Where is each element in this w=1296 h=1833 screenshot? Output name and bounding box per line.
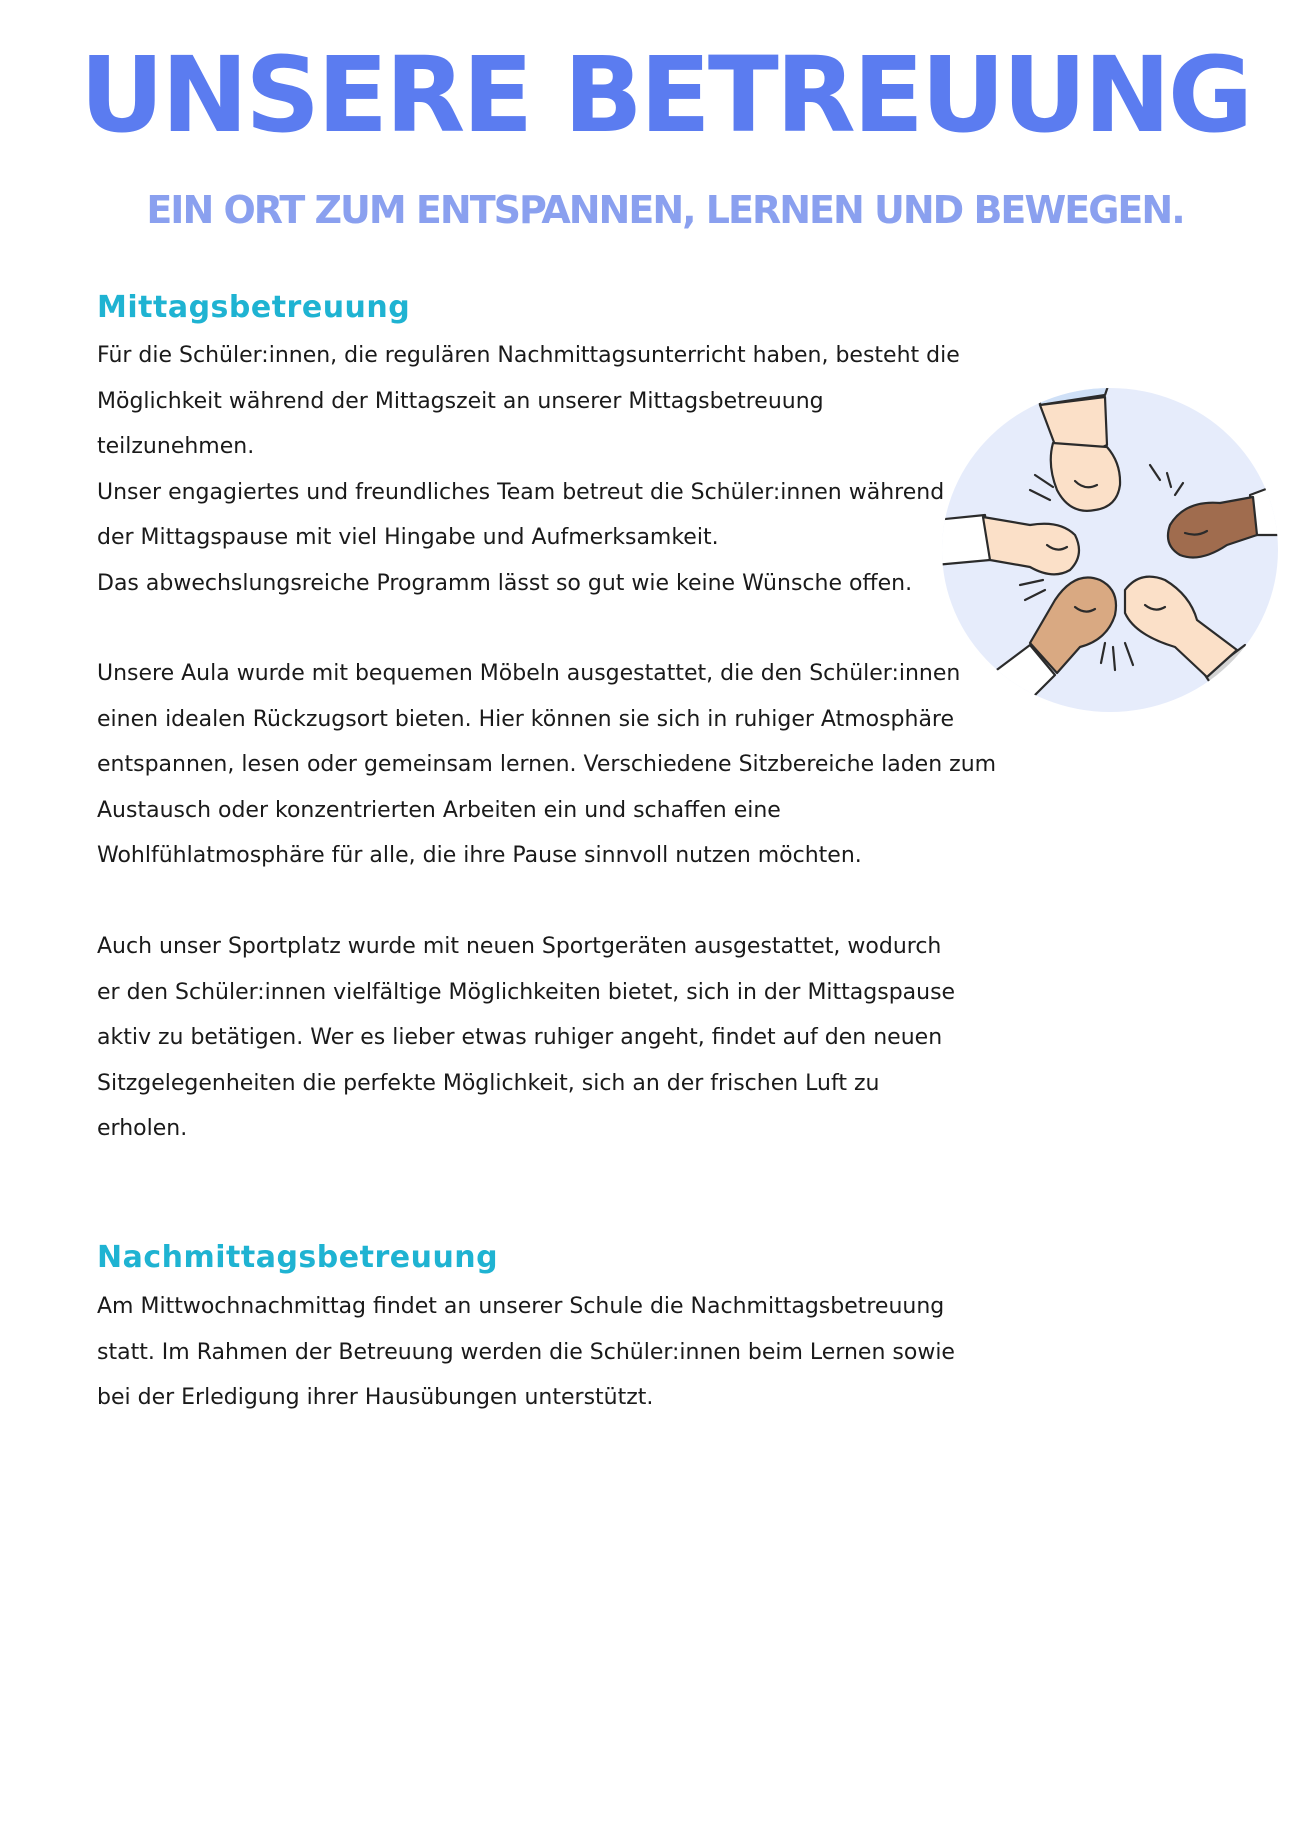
paragraph-aula bbox=[97, 651, 997, 879]
text-line: teilzunehmen. bbox=[97, 434, 255, 459]
text-line: er den Schüler:innen vielfältige Möglichkeiten bietet, sich in der Mittagspause bbox=[97, 979, 956, 1005]
text-line: der Mittagspause mit viel Hingabe und Aufmerksamkeit. bbox=[97, 525, 719, 550]
text-line: Sitzgelegenheiten die perfekte Möglichkeit, sich an der frischen Luft zu bbox=[97, 1070, 880, 1096]
text-line: Unser engagiertes und freundliches Team betreut die Schüler:innen während bbox=[97, 479, 945, 505]
text-line: Möglichkeit während der Mittagszeit an unserer Mittagsbetreuung bbox=[97, 388, 824, 414]
text-line: aktiv zu betätigen. Wer es lieber etwas ruhiger angeht, findet auf den neuen bbox=[97, 1025, 943, 1050]
text-line: bei der Erledigung ihrer Hausübungen unterstützt. bbox=[97, 1385, 654, 1410]
paragraph-nachmittagsbetreuung bbox=[97, 1284, 977, 1421]
text-line: entspannen, lesen oder gemeinsam lernen. Verschiedene Sitzbereiche laden zum bbox=[97, 752, 997, 777]
text-line: erholen. bbox=[97, 1116, 188, 1141]
text-line: Das abwechslungsreiche Programm lässt so gut wie keine Wünsche offen. bbox=[97, 570, 913, 596]
text-line: Austausch oder konzentrierten Arbeiten ein und schaffen eine bbox=[97, 797, 781, 823]
text-line: Am Mittwochnachmittag findet an unserer Schule die Nachmittagsbetreuung bbox=[97, 1294, 945, 1319]
section-heading-mittagsbetreuung: Mittagsbetreuung bbox=[97, 290, 411, 325]
fist-bump-illustration bbox=[935, 385, 1290, 720]
section-heading-nachmittagsbetreuung: Nachmittagsbetreuung bbox=[97, 1240, 499, 1275]
text-line: einen idealen Rückzugsort bieten. Hier können sie sich in ruhiger Atmosphäre bbox=[97, 706, 955, 732]
text-line: Unsere Aula wurde mit bequemen Möbeln ausgestattet, die den Schüler:innen bbox=[97, 661, 961, 686]
fist-bump-hands-icon bbox=[935, 385, 1290, 720]
text-line: Wohlfühlatmosphäre für alle, die ihre Pause sinnvoll nutzen möchten. bbox=[97, 843, 862, 868]
text-line: Für die Schüler:innen, die regulären Nachmittagsunterricht haben, besteht die bbox=[97, 343, 960, 368]
page-title: UNSERE BETREUUNG bbox=[79, 34, 1251, 156]
text-line: statt. Im Rahmen der Betreuung werden die Schüler:innen beim Lernen sowie bbox=[97, 1339, 955, 1365]
page-subtitle: EIN ORT ZUM ENTSPANNEN, LERNEN UND BEWEGEN. bbox=[146, 188, 1184, 232]
text-line: Auch unser Sportplatz wurde mit neuen Sportgeräten ausgestattet, wodurch bbox=[97, 934, 942, 959]
paragraph-mittagsbetreuung-intro bbox=[97, 333, 977, 606]
paragraph-sportplatz bbox=[97, 924, 977, 1152]
